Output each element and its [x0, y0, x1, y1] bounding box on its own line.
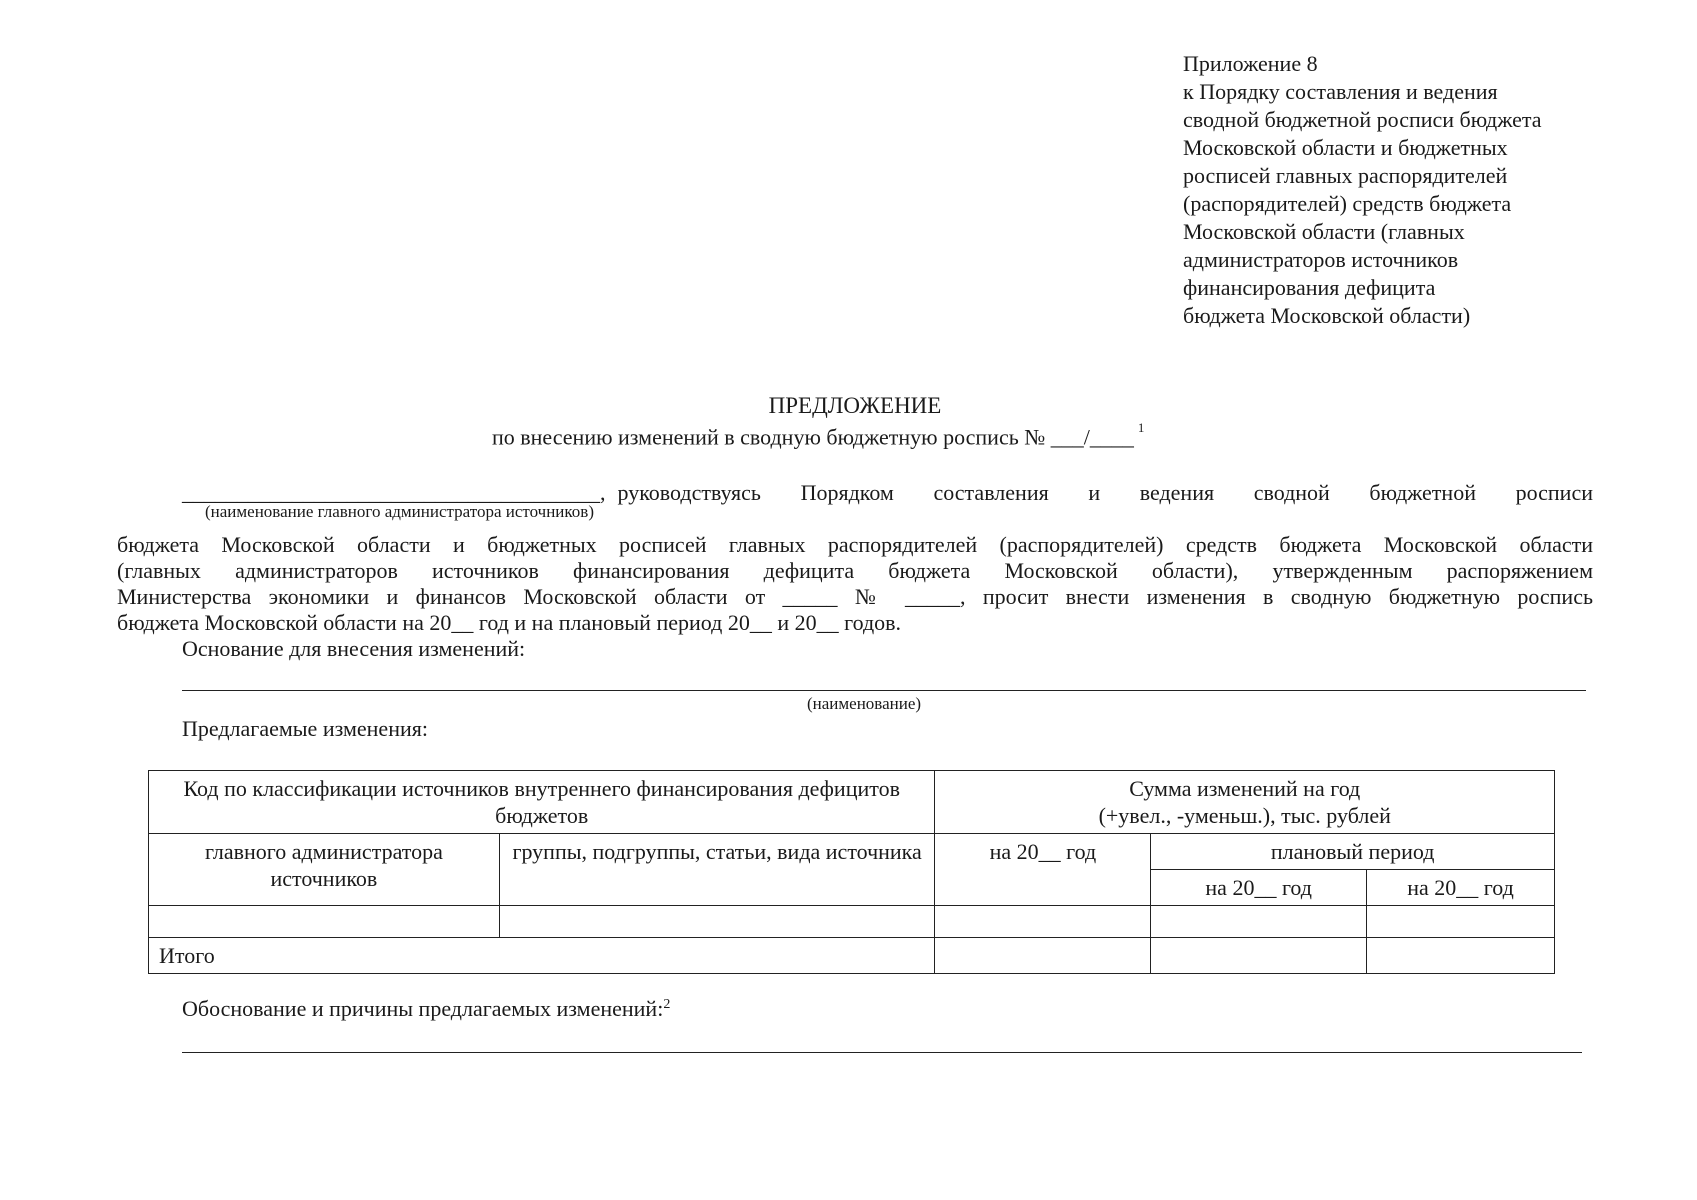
document-subtitle	[492, 420, 1145, 450]
admin-name-caption: (наименование главного администратора источников)	[205, 502, 594, 521]
basis-line	[182, 690, 1586, 691]
appendix-line: Московской области (главных	[1183, 219, 1465, 244]
col-header-plan-year-1: на 20__ год	[1151, 870, 1367, 906]
intro-line-5: бюджета Московской области на 20__ год и на плановый период 20__ и 20__ годов.	[117, 610, 902, 635]
basis-label: Основание для внесения изменений:	[182, 636, 526, 661]
header-sum-line2: (+увел., -уменьш.), тыс. рублей	[1098, 803, 1391, 828]
table-cell	[499, 906, 935, 938]
appendix-line: Приложение 8	[1183, 51, 1318, 76]
appendix-line: к Порядку составления и ведения	[1183, 79, 1498, 104]
table-cell	[149, 906, 500, 938]
header-sum-line1: Сумма изменений на год	[1129, 776, 1361, 801]
justification-line	[182, 1052, 1582, 1053]
table-cell	[935, 906, 1151, 938]
table-cell	[1367, 938, 1555, 974]
basis-caption: (наименование)	[807, 694, 922, 713]
table-cell	[1151, 906, 1367, 938]
admin-name-blank: ______________________________________,	[182, 480, 606, 505]
appendix-line: сводной бюджетной росписи бюджета	[1183, 107, 1542, 132]
table-row	[149, 906, 1555, 938]
col-header-plan-year-2: на 20__ год	[1367, 870, 1555, 906]
table-cell	[1367, 906, 1555, 938]
justification-label	[182, 996, 670, 1022]
proposed-changes-label: Предлагаемые изменения:	[182, 716, 428, 741]
intro-line-4: Министерства экономики и финансов Московской области от _____ № _____, просит внести изменения в сводную бюджетную роспись	[117, 584, 1593, 609]
table-cell	[1151, 938, 1367, 974]
changes-table	[148, 770, 1555, 974]
total-row	[149, 938, 1555, 974]
header-classification-code: Код по классификации источников внутреннего финансирования дефицитов бюджетов	[149, 771, 935, 834]
justification-text: Обоснование и причины предлагаемых изменений:	[182, 996, 664, 1021]
intro-line-1-text: руководствуясь Порядком составления и ведения сводной бюджетной росписи	[617, 480, 1593, 505]
appendix-line: (распорядителей) средств бюджета	[1183, 191, 1512, 216]
appendix-line: бюджета Московской области)	[1183, 303, 1471, 328]
appendix-line: росписей главных распорядителей	[1183, 163, 1508, 188]
header-sum-changes	[935, 771, 1555, 834]
intro-line-3: (главных администраторов источников финансирования дефицита бюджета Московской области), утвержденным распоряжением	[117, 558, 1593, 583]
subtitle-text: по внесению изменений в сводную бюджетную роспись № ___/____	[492, 424, 1134, 450]
appendix-line: Московской области и бюджетных	[1183, 135, 1508, 160]
col-header-group: группы, подгруппы, статьи, вида источника	[499, 834, 935, 906]
total-label: Итого	[149, 938, 935, 974]
col-header-year: на 20__ год	[935, 834, 1151, 906]
appendix-line: администраторов источников	[1183, 247, 1459, 272]
footnote-mark: 1	[1137, 420, 1145, 435]
appendix-line: финансирования дефицита	[1183, 275, 1436, 300]
col-header-admin: главного администратора источников	[149, 834, 500, 906]
document-title: ПРЕДЛОЖЕНИЕ	[768, 393, 942, 418]
footnote-mark: 2	[663, 997, 671, 1012]
col-header-plan-period: плановый период	[1151, 834, 1555, 870]
appendix-header	[1183, 50, 1542, 330]
table-cell	[935, 938, 1151, 974]
intro-line-2: бюджета Московской области и бюджетных росписей главных распорядителей (распорядителей) средств бюджета Московской области	[117, 532, 1593, 557]
